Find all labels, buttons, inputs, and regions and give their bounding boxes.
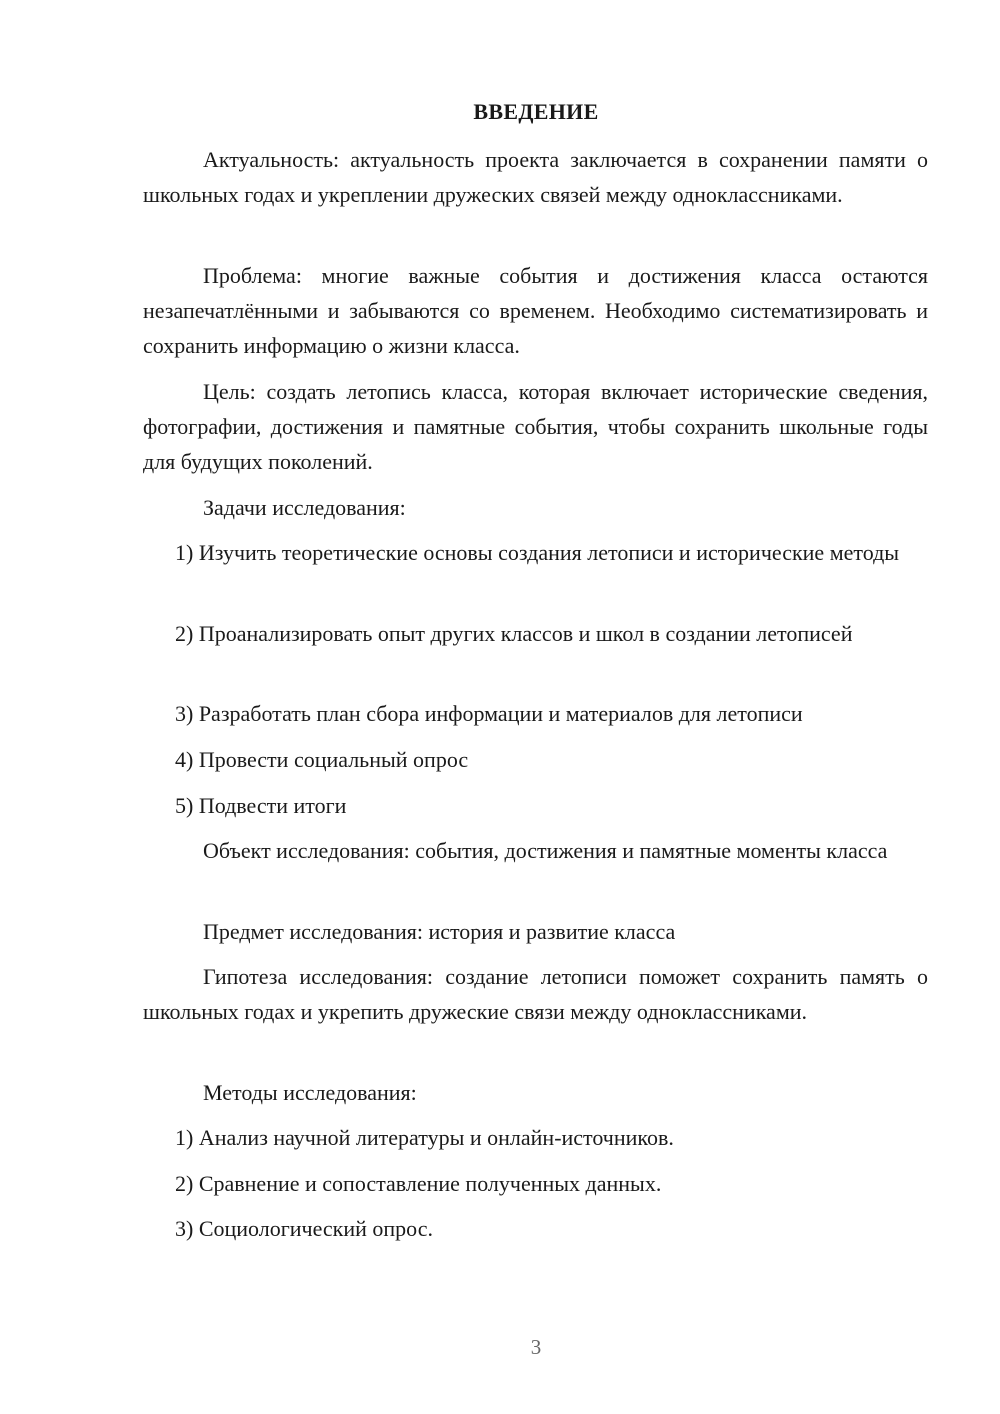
- problem-paragraph: Проблема: многие важные события и достижения класса остаются незапечатлёнными и забываются со временем. Необходимо систематизировать и сохранить информацию о жизни класса.: [143, 263, 928, 358]
- method-item: 1) Анализ научной литературы и онлайн-источников.: [175, 1125, 674, 1150]
- goal-paragraph: Цель: создать летопись класса, которая включает исторические сведения, фотографии, достижения и памятные события, чтобы сохранить школьные годы для будущих поколений.: [143, 379, 928, 474]
- task-item: 1) Изучить теоретические основы создания летописи и исторические методы: [175, 540, 900, 565]
- task-item: 2) Проанализировать опыт других классов и школ в создании летописей: [175, 621, 853, 646]
- task-item: 5) Подвести итоги: [175, 793, 347, 818]
- object-paragraph: Объект исследования: события, достижения и памятные моменты класса: [203, 838, 888, 863]
- subject-paragraph: Предмет исследования: история и развитие класса: [203, 919, 676, 944]
- page-number: 3: [530, 1335, 542, 1359]
- relevance-paragraph: Актуальность: актуальность проекта заключается в сохранении памяти о школьных годах и укреплении дружеских связей между одноклассниками.: [143, 147, 928, 207]
- task-item: 3) Разработать план сбора информации и материалов для летописи: [175, 701, 803, 726]
- tasks-heading: Задачи исследования:: [203, 495, 406, 520]
- methods-heading: Методы исследования:: [203, 1080, 417, 1105]
- section-title: ВВЕДЕНИЕ: [473, 99, 599, 124]
- method-item: 3) Социологический опрос.: [175, 1216, 433, 1241]
- task-item: 4) Провести социальный опрос: [175, 747, 469, 772]
- hypothesis-paragraph: Гипотеза исследования: создание летописи поможет сохранить память о школьных годах и укрепить дружеские связи между одноклассниками.: [143, 964, 928, 1024]
- method-item: 2) Сравнение и сопоставление полученных данных.: [175, 1171, 662, 1196]
